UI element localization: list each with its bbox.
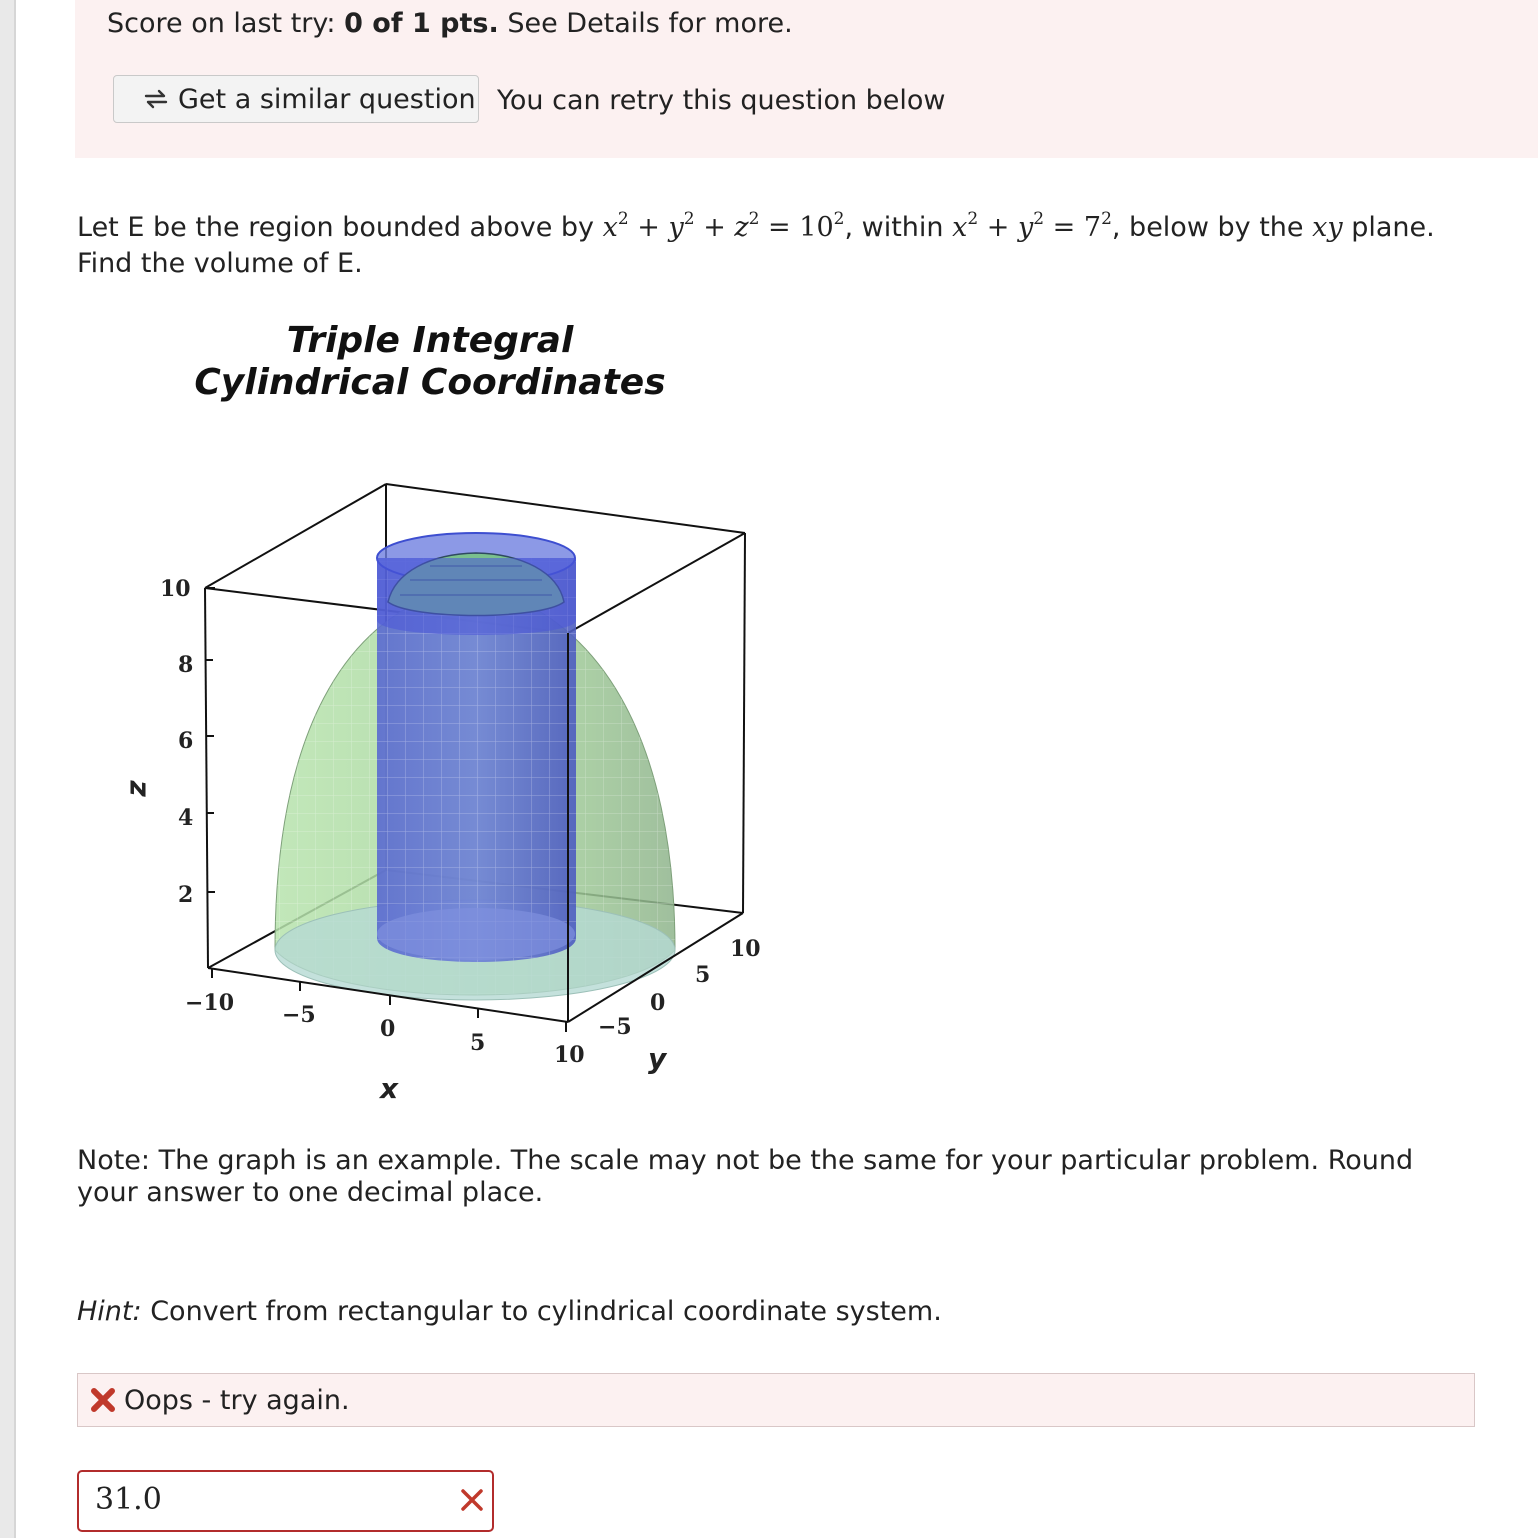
x-axis-label: x (380, 1072, 399, 1105)
question-below: , below by the (1111, 212, 1304, 243)
hint-text: Convert from rectangular to cylindrical coordinate system. (150, 1296, 942, 1327)
graph-title-line1: Triple Integral (286, 320, 574, 361)
feedback-message: Oops - try again. (124, 1384, 350, 1416)
similar-button-label: Get a similar question (178, 83, 476, 115)
question-line2: Find the volume of E. (77, 248, 363, 279)
sphere-radius: 10 (799, 212, 834, 243)
z-tick-10: 10 (160, 576, 191, 602)
y-tick-neg5: −5 (598, 1014, 632, 1040)
score-prefix: Score on last try: (107, 8, 336, 39)
retry-text: You can retry this question below (497, 85, 946, 116)
x-tick-5: 5 (470, 1030, 486, 1056)
note-text: Note: The graph is an example. The scale may not be the same for your particular problem. Round your answer to one decimal place. (77, 1145, 1414, 1208)
score-panel (75, 0, 1538, 158)
z-tick-2: 2 (178, 882, 194, 908)
question-intro: Let E be the region bounded above by (77, 212, 595, 243)
cylinder-radius: 7 (1083, 212, 1102, 243)
y-tick-5: 5 (695, 962, 711, 988)
feedback-banner (77, 1373, 1475, 1427)
x-tick-neg10: −10 (185, 990, 235, 1016)
graph-title-line2: Cylindrical Coordinates (194, 362, 666, 403)
y-tick-10: 10 (730, 936, 761, 962)
graph (100, 310, 800, 1110)
z-tick-4: 4 (178, 805, 194, 831)
sphere-equation: $x^2 + y^2 + z^2 = 10^2$ (602, 209, 845, 243)
x-tick-10: 10 (554, 1042, 585, 1068)
question-within: , within (844, 212, 944, 243)
incorrect-x-icon (458, 1486, 486, 1514)
score-line (107, 8, 793, 39)
plane-variable: xy (1312, 212, 1343, 243)
z-tick-6: 6 (178, 728, 194, 754)
get-similar-question-button[interactable] (113, 75, 479, 123)
y-axis-label: y (648, 1042, 667, 1075)
x-tick-0: 0 (380, 1016, 396, 1042)
hint-label: Hint: (77, 1296, 142, 1327)
score-details-text: See Details for more. (507, 8, 793, 39)
x-tick-neg5: −5 (282, 1002, 316, 1028)
answer-input[interactable] (77, 1470, 494, 1532)
y-tick-0: 0 (650, 990, 666, 1016)
question-plane: plane. (1351, 212, 1435, 243)
left-scroll-rail (0, 0, 16, 1538)
error-x-icon (88, 1385, 118, 1415)
z-tick-8: 8 (178, 652, 194, 678)
hint (77, 1296, 942, 1327)
cylinder-equation: $x^2 + y^2 = 7^2$ (952, 209, 1112, 243)
score-value: 0 of 1 pts. (344, 8, 499, 39)
question-text (77, 210, 1497, 282)
refresh-arrows-icon (142, 85, 170, 113)
z-axis-label: z (119, 780, 153, 797)
answer-value: 31.0 (95, 1482, 162, 1517)
